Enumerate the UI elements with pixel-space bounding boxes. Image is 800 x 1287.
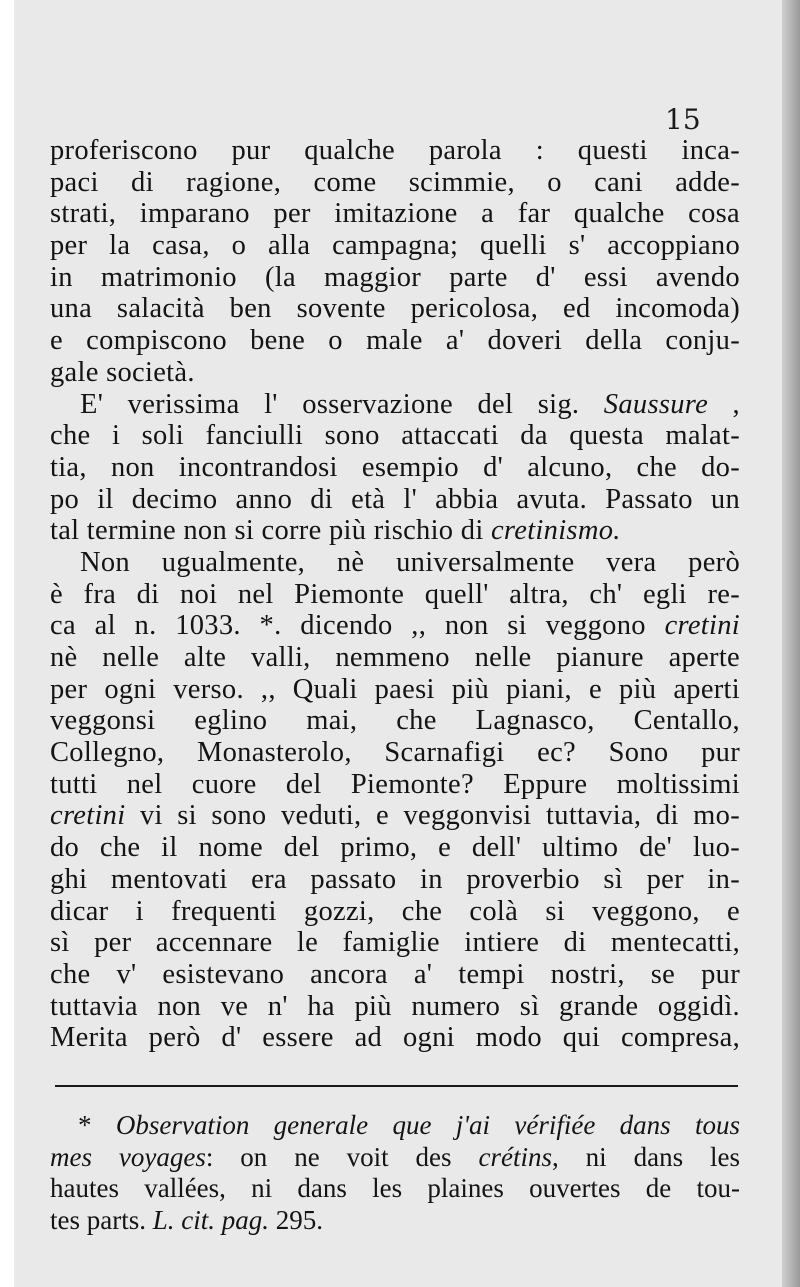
text-line (50, 769, 740, 801)
text-line (50, 484, 740, 516)
page-number: 15 (665, 103, 701, 136)
text-segment: dicar i frequenti gozzi, che colà si veggono, e (50, 895, 740, 927)
text-segment: ca al n. 1033. *. dicendo ,, non si veggono (50, 610, 665, 642)
text-line (50, 325, 740, 357)
text-segment: in matrimonio (la maggior parte d' essi avendo (50, 261, 740, 293)
text-line (50, 547, 740, 579)
text-line (50, 579, 740, 611)
footnote-divider (55, 1085, 738, 1087)
text-segment: paci di ragione, come scimmie, o cani adde- (50, 166, 740, 198)
text-line (50, 737, 740, 769)
text-segment: veggonsi eglino mai, che Lagnasco, Centallo, (50, 705, 740, 737)
text-line (50, 515, 740, 547)
footnote-line (50, 1173, 740, 1205)
italic-text: crétins (478, 1141, 552, 1172)
italic-text: cretini (664, 610, 740, 642)
text-segment: vi si sono veduti, e veggonvisi tuttavia, di mo- (125, 800, 740, 832)
text-line (50, 1022, 740, 1054)
text-line (50, 198, 740, 230)
text-segment: per ogni verso. ,, Quali paesi più piani, e più aperti (50, 673, 740, 705)
text-line (50, 357, 740, 389)
text-line (50, 864, 740, 896)
text-segment: po il decimo anno di età l' abbia avuta. Passato un (50, 483, 740, 515)
text-segment: e compiscono bene o male a' doveri della conju- (50, 325, 740, 357)
text-segment: * (78, 1110, 116, 1140)
text-line (50, 991, 740, 1023)
text-line (50, 452, 740, 484)
italic-text: Observation generale que j'ai vérifiée dans tous (115, 1110, 741, 1140)
text-line (50, 389, 740, 421)
text-line (50, 832, 740, 864)
text-segment: sì per accennare le famiglie intiere di mentecatti, (50, 927, 740, 959)
text-line (50, 293, 740, 325)
text-segment: una salacità ben sovente pericolosa, ed incomoda) (50, 293, 740, 325)
text-segment: hautes vallées, ni dans les plaines ouvertes de tou- (50, 1173, 740, 1203)
footnote-line (50, 1142, 740, 1174)
text-segment: tes parts. (50, 1204, 153, 1235)
text-line (50, 167, 740, 199)
text-segment: proferiscono pur qualche parola : questi inca- (50, 135, 740, 166)
text-segment: E' verissima l' osservazione del sig. (80, 388, 604, 420)
text-segment: Non ugualmente, nè universalmente vera però (80, 546, 740, 578)
footnote (50, 1110, 740, 1236)
text-segment: tutti nel cuore del Piemonte? Eppure moltissimi (50, 768, 740, 800)
text-segment: tuttavia non ve n' ha più numero sì grande oggidì. (50, 990, 740, 1022)
text-segment: che i soli fanciulli sono attaccati da questa malat- (50, 420, 740, 452)
text-segment: tia, non incontrandosi esempio d' alcuno, che do- (50, 451, 740, 483)
text-line (50, 642, 740, 674)
text-line (50, 705, 740, 737)
text-segment: strati, imparano per imitazione a far qualche cosa (50, 198, 740, 230)
text-line (50, 135, 740, 167)
text-segment: 295. (269, 1204, 323, 1235)
text-segment: nè nelle alte valli, nemmeno nelle pianure aperte (50, 642, 740, 673)
text-segment: , (708, 388, 740, 420)
italic-text: mes voyages (50, 1141, 206, 1172)
text-line (50, 896, 740, 928)
italic-text: Saussure (603, 388, 709, 420)
text-segment: do che il nome del primo, e dell' ultimo de' luo- (50, 832, 740, 864)
text-line (50, 610, 740, 642)
text-segment: tal termine non si corre più rischio di (50, 515, 491, 547)
text-line (50, 262, 740, 294)
text-segment: : on ne voit des (205, 1141, 479, 1172)
text-segment: per la casa, o alla campagna; quelli s' accoppiano (50, 230, 740, 262)
text-segment: gale società. (50, 356, 195, 388)
footnote-line (50, 1205, 740, 1237)
text-line (50, 674, 740, 706)
page-edge-shadow (782, 0, 800, 1287)
italic-text: cretinismo. (490, 515, 621, 547)
text-segment: è fra di noi nel Piemonte quell' altra, ch' egli re- (50, 578, 740, 610)
italic-text: L. cit. pag. (152, 1204, 269, 1235)
body-text (50, 135, 740, 1054)
text-line (50, 420, 740, 452)
text-segment: , ni dans les (551, 1141, 740, 1172)
text-line (50, 959, 740, 991)
text-segment: ghi mentovati era passato in proverbio sì per in- (50, 863, 740, 895)
text-segment: che v' esistevano ancora a' tempi nostri, se pur (50, 958, 740, 990)
text-segment: Collegno, Monasterolo, Scarnafigi ec? Sono pur (50, 737, 740, 769)
footnote-line (50, 1110, 740, 1142)
text-line (50, 927, 740, 959)
text-line (50, 800, 740, 832)
italic-text: cretini (50, 800, 126, 832)
text-segment: Merita però d' essere ad ogni modo qui compresa, (50, 1022, 740, 1054)
text-line (50, 230, 740, 262)
